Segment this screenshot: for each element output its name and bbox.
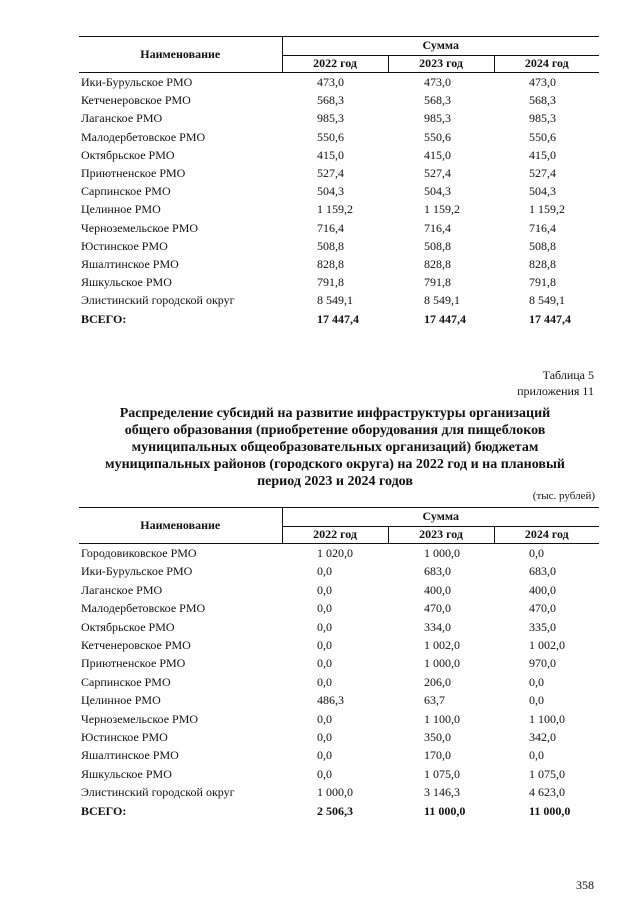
table-row [79, 273, 599, 291]
value-2024-cell: 828,8 [529, 257, 556, 272]
value-2024-cell: 473,0 [529, 75, 556, 89]
value-2023-cell: 828,8 [424, 257, 451, 272]
column-header-name: Наименование [79, 508, 282, 544]
value-2023-cell: 415,0 [424, 147, 451, 162]
value-2022-cell: 0,0 [317, 582, 332, 597]
region-name-cell: Яшалтинское РМО [81, 257, 179, 272]
value-2023-cell: 350,0 [424, 730, 451, 745]
value-2023-cell: 206,0 [424, 674, 451, 689]
value-2022-cell: 1 000,0 [317, 785, 353, 800]
title-line: Распределение субсидий на развитие инфраструктуры организаций [119, 406, 551, 421]
value-2022-cell: 550,6 [317, 129, 344, 144]
value-2022-cell: 0,0 [317, 619, 332, 634]
value-2024-cell: 0,0 [529, 693, 544, 708]
table-row [79, 91, 599, 109]
value-2022-cell: 568,3 [317, 93, 344, 108]
region-name-cell: Яшкульское РМО [81, 766, 172, 781]
region-name-cell: Приютненское РМО [81, 166, 186, 181]
value-2023-cell: 1 000,0 [424, 656, 460, 671]
value-2022-cell: 828,8 [317, 257, 344, 272]
value-2024-cell: 683,0 [529, 564, 556, 579]
value-2024-cell: 504,3 [529, 184, 556, 199]
value-2023-cell: 508,8 [424, 238, 451, 253]
value-2023-cell: 985,3 [424, 111, 451, 126]
region-name-cell: Октябрьское РМО [81, 147, 175, 162]
value-2024-cell: 0,0 [529, 546, 544, 560]
region-name-cell: Лаганское РМО [81, 111, 163, 126]
region-name-cell: Кетченеровское РМО [81, 638, 191, 653]
table-row [79, 710, 599, 728]
value-2023-cell: 170,0 [424, 748, 451, 763]
value-2024-cell: 400,0 [529, 582, 556, 597]
value-2024-cell: 527,4 [529, 166, 556, 181]
table-row [79, 255, 599, 273]
value-2023-cell: 1 100,0 [424, 711, 460, 726]
value-2024-cell: 470,0 [529, 601, 556, 616]
value-2022-cell: 415,0 [317, 147, 344, 162]
total-label: ВСЕГО: [81, 311, 127, 326]
title-line: муниципальных районов (городского округа) на 2022 год и на плановый [105, 457, 565, 472]
value-2024-cell: 0,0 [529, 748, 544, 763]
title-line: общего образования (приобретение оборудования для пищеблоков [124, 423, 546, 438]
value-2022-cell: 0,0 [317, 711, 332, 726]
value-2024-cell: 791,8 [529, 275, 556, 290]
table-row [79, 783, 599, 801]
value-2023-cell: 63,7 [424, 693, 445, 708]
column-header-sum: Сумма [282, 508, 599, 527]
value-2024-cell: 8 549,1 [529, 293, 565, 308]
table-row [79, 164, 599, 182]
units-note: (тыс. рублей) [532, 490, 595, 502]
value-2023-cell: 568,3 [424, 93, 451, 108]
region-name-cell: Яшалтинское РМО [81, 748, 179, 763]
value-2023-cell: 400,0 [424, 582, 451, 597]
table-row [79, 182, 599, 200]
value-2024-cell: 0,0 [529, 674, 544, 689]
value-2022-cell: 0,0 [317, 766, 332, 781]
value-2024-cell: 568,3 [529, 93, 556, 108]
region-name-cell: Городовиковское РМО [81, 546, 197, 560]
column-header-2023: 2023 год [388, 55, 494, 73]
value-2024-cell: 1 075,0 [529, 766, 565, 781]
region-name-cell: Приютненское РМО [81, 656, 186, 671]
total-2023: 17 447,4 [424, 311, 466, 326]
region-name-cell: Ики-Бурульское РМО [81, 564, 193, 579]
value-2022-cell: 1 159,2 [317, 202, 353, 217]
caption-table-number: Таблица 5 [542, 368, 594, 382]
column-header-2022: 2022 год [282, 55, 388, 73]
value-2022-cell: 985,3 [317, 111, 344, 126]
table-row [79, 200, 599, 218]
value-2024-cell: 4 623,0 [529, 785, 565, 800]
value-2022-cell: 8 549,1 [317, 293, 353, 308]
value-2024-cell: 985,3 [529, 111, 556, 126]
value-2023-cell: 791,8 [424, 275, 451, 290]
title-line: муниципальных общеобразовательных организаций) бюджетам [131, 440, 539, 455]
region-name-cell: Юстинское РМО [81, 730, 168, 745]
table-row [79, 109, 599, 127]
column-header-sum: Сумма [282, 37, 599, 56]
region-name-cell: Малодербетовское РМО [81, 129, 206, 144]
value-2024-cell: 342,0 [529, 730, 556, 745]
table-body [79, 73, 599, 310]
table-row [79, 544, 599, 563]
column-header-2022: 2022 год [282, 526, 388, 544]
table-row [79, 581, 599, 599]
total-2024: 11 000,0 [529, 803, 571, 818]
value-2023-cell: 8 549,1 [424, 293, 460, 308]
region-name-cell: Элистинский городской округ [81, 293, 235, 308]
table-row [79, 765, 599, 783]
section-title [60, 405, 610, 490]
value-2024-cell: 1 100,0 [529, 711, 565, 726]
value-2022-cell: 0,0 [317, 656, 332, 671]
table-row [79, 673, 599, 691]
subsidy-table-2 [79, 507, 599, 820]
table-row [79, 146, 599, 164]
table-row [79, 237, 599, 255]
table-row [79, 618, 599, 636]
region-name-cell: Лаганское РМО [81, 582, 163, 597]
column-header-2024: 2024 год [494, 55, 599, 73]
region-name-cell: Юстинское РМО [81, 238, 168, 253]
column-header-name: Наименование [79, 37, 282, 73]
value-2023-cell: 3 146,3 [424, 785, 460, 800]
subsidy-table-1 [79, 36, 599, 328]
region-name-cell: Сарпинское РМО [81, 184, 171, 199]
table-caption [517, 367, 594, 399]
value-2024-cell: 508,8 [529, 238, 556, 253]
value-2023-cell: 1 002,0 [424, 638, 460, 653]
total-row [79, 310, 599, 328]
caption-appendix: приложения 11 [517, 384, 594, 398]
table-row [79, 599, 599, 617]
value-2023-cell: 470,0 [424, 601, 451, 616]
value-2022-cell: 791,8 [317, 275, 344, 290]
column-header-2023: 2023 год [388, 526, 494, 544]
region-name-cell: Сарпинское РМО [81, 674, 171, 689]
value-2022-cell: 0,0 [317, 601, 332, 616]
table-row [79, 691, 599, 709]
value-2022-cell: 0,0 [317, 638, 332, 653]
title-line: период 2023 и 2024 годов [257, 474, 413, 489]
value-2024-cell: 415,0 [529, 147, 556, 162]
value-2022-cell: 0,0 [317, 564, 332, 579]
value-2023-cell: 550,6 [424, 129, 451, 144]
region-name-cell: Кетченеровское РМО [81, 93, 191, 108]
total-row [79, 802, 599, 820]
value-2024-cell: 335,0 [529, 619, 556, 634]
value-2022-cell: 527,4 [317, 166, 344, 181]
value-2022-cell: 508,8 [317, 238, 344, 253]
value-2022-cell: 486,3 [317, 693, 344, 708]
table-row [79, 128, 599, 146]
value-2022-cell: 1 020,0 [317, 546, 353, 560]
value-2022-cell: 716,4 [317, 220, 344, 235]
value-2024-cell: 970,0 [529, 656, 556, 671]
value-2023-cell: 1 075,0 [424, 766, 460, 781]
table-row [79, 73, 599, 92]
value-2022-cell: 504,3 [317, 184, 344, 199]
value-2023-cell: 473,0 [424, 75, 451, 89]
value-2023-cell: 334,0 [424, 619, 451, 634]
table-row [79, 562, 599, 580]
region-name-cell: Элистинский городской округ [81, 785, 235, 800]
value-2022-cell: 0,0 [317, 674, 332, 689]
value-2022-cell: 0,0 [317, 730, 332, 745]
total-2022: 2 506,3 [317, 803, 353, 818]
region-name-cell: Ики-Бурульское РМО [81, 75, 193, 89]
value-2024-cell: 716,4 [529, 220, 556, 235]
value-2023-cell: 527,4 [424, 166, 451, 181]
region-name-cell: Яшкульское РМО [81, 275, 172, 290]
region-name-cell: Черноземельское РМО [81, 711, 199, 726]
table-row [79, 219, 599, 237]
value-2023-cell: 504,3 [424, 184, 451, 199]
region-name-cell: Октябрьское РМО [81, 619, 175, 634]
region-name-cell: Малодербетовское РМО [81, 601, 206, 616]
total-2023: 11 000,0 [424, 803, 466, 818]
total-2024: 17 447,4 [529, 311, 571, 326]
table-row [79, 291, 599, 309]
value-2023-cell: 683,0 [424, 564, 451, 579]
page-number: 358 [576, 878, 594, 892]
total-2022: 17 447,4 [317, 311, 359, 326]
region-name-cell: Черноземельское РМО [81, 220, 199, 235]
column-header-2024: 2024 год [494, 526, 599, 544]
value-2023-cell: 1 159,2 [424, 202, 460, 217]
value-2024-cell: 1 159,2 [529, 202, 565, 217]
total-label: ВСЕГО: [81, 803, 127, 818]
region-name-cell: Целинное РМО [81, 202, 161, 217]
value-2023-cell: 1 000,0 [424, 546, 460, 560]
table-row [79, 746, 599, 764]
table-row [79, 654, 599, 672]
table-row [79, 728, 599, 746]
value-2024-cell: 1 002,0 [529, 638, 565, 653]
value-2024-cell: 550,6 [529, 129, 556, 144]
table-body [79, 544, 599, 802]
value-2022-cell: 0,0 [317, 748, 332, 763]
value-2022-cell: 473,0 [317, 75, 344, 89]
region-name-cell: Целинное РМО [81, 693, 161, 708]
table-row [79, 636, 599, 654]
value-2023-cell: 716,4 [424, 220, 451, 235]
